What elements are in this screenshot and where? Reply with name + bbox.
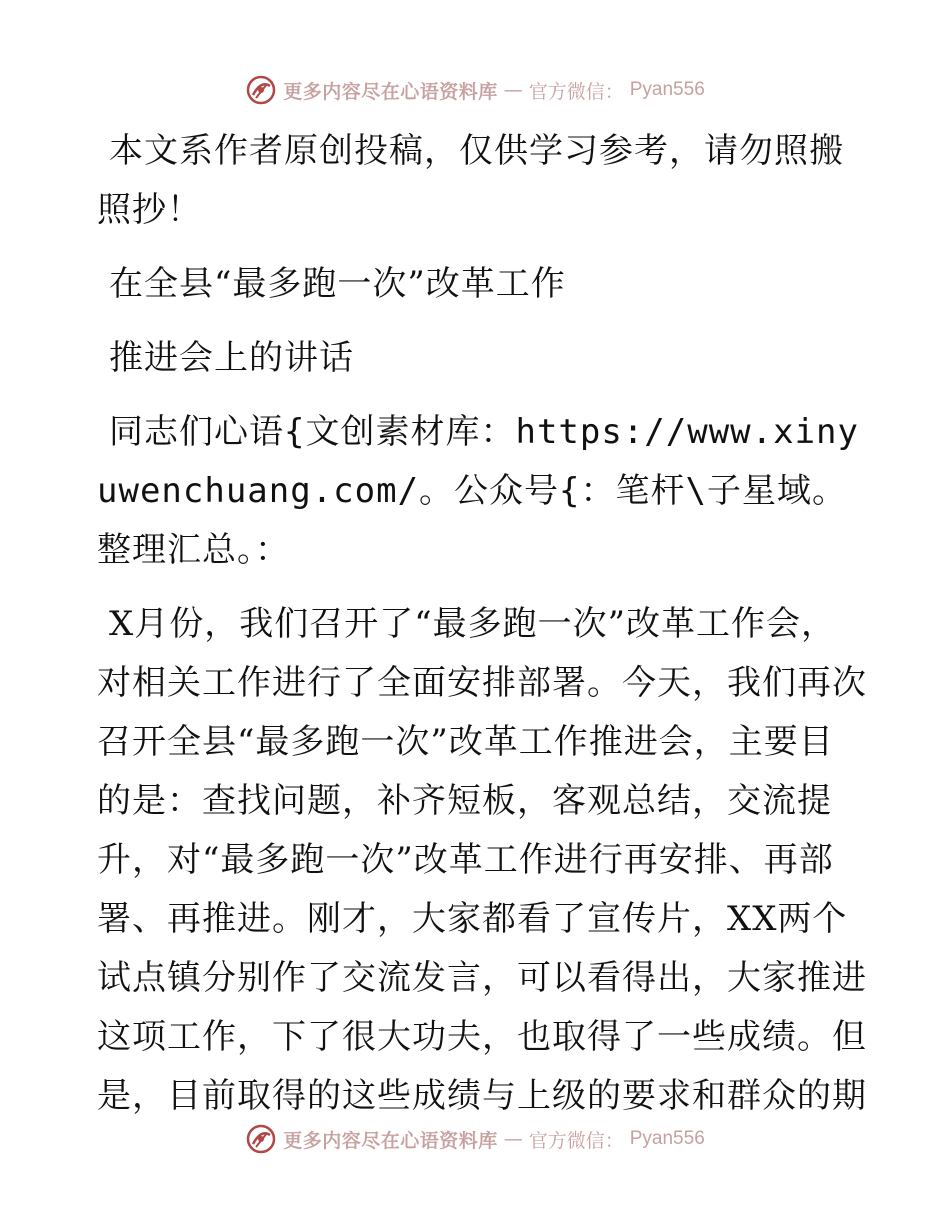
- banner-wechat-id: Pyan556: [629, 1128, 705, 1149]
- speech-title-line-2: 推进会上的讲话: [109, 338, 354, 378]
- banner-wechat-label: 官方微信：: [528, 80, 624, 103]
- brand-logo-icon: [245, 74, 277, 106]
- brand-logo-icon: [245, 1123, 277, 1155]
- speech-title-line-1: 在全县“最多跑一次”改革工作: [109, 264, 566, 304]
- banner-title: 更多内容尽在心语资料库: [283, 1129, 498, 1152]
- footer-watermark-banner: [0, 1119, 950, 1159]
- source-notice: 同志们心语{文创素材库：https://www.xinyuwenchuang.com/。公众号{：笔杆\子星域。整理汇总。：: [97, 412, 859, 570]
- body-paragraph: X月份，我们召开了“最多跑一次”改革工作会，对相关工作进行了全面安排部署。今天，我们再次召开全县“最多跑一次”改革工作推进会，主要目的是：查找问题，补齐短板，客观总结，交流提升，对“最多跑一次”改革工作进行再安排、再部署、再推进。刚才，大家都看了宣传片，XX两个试点镇分别作了交流发言，可以看得出，大家推进这项工作，下了很大功夫，也取得了一些成绩。但是，目前取得的这些成绩与上级的要求和群众的期: [97, 604, 867, 1116]
- banner-wechat-id: Pyan556: [629, 79, 705, 100]
- banner-title: 更多内容尽在心语资料库: [283, 80, 498, 103]
- banner-wechat-label: 官方微信：: [528, 1129, 624, 1152]
- document-body: [97, 122, 867, 1141]
- banner-separator: —: [503, 79, 523, 101]
- header-watermark-banner: [0, 70, 950, 110]
- copyright-notice: 本文系作者原创投稿，仅供学习参考，请勿照搬照抄！: [97, 131, 844, 230]
- banner-separator: —: [503, 1128, 523, 1150]
